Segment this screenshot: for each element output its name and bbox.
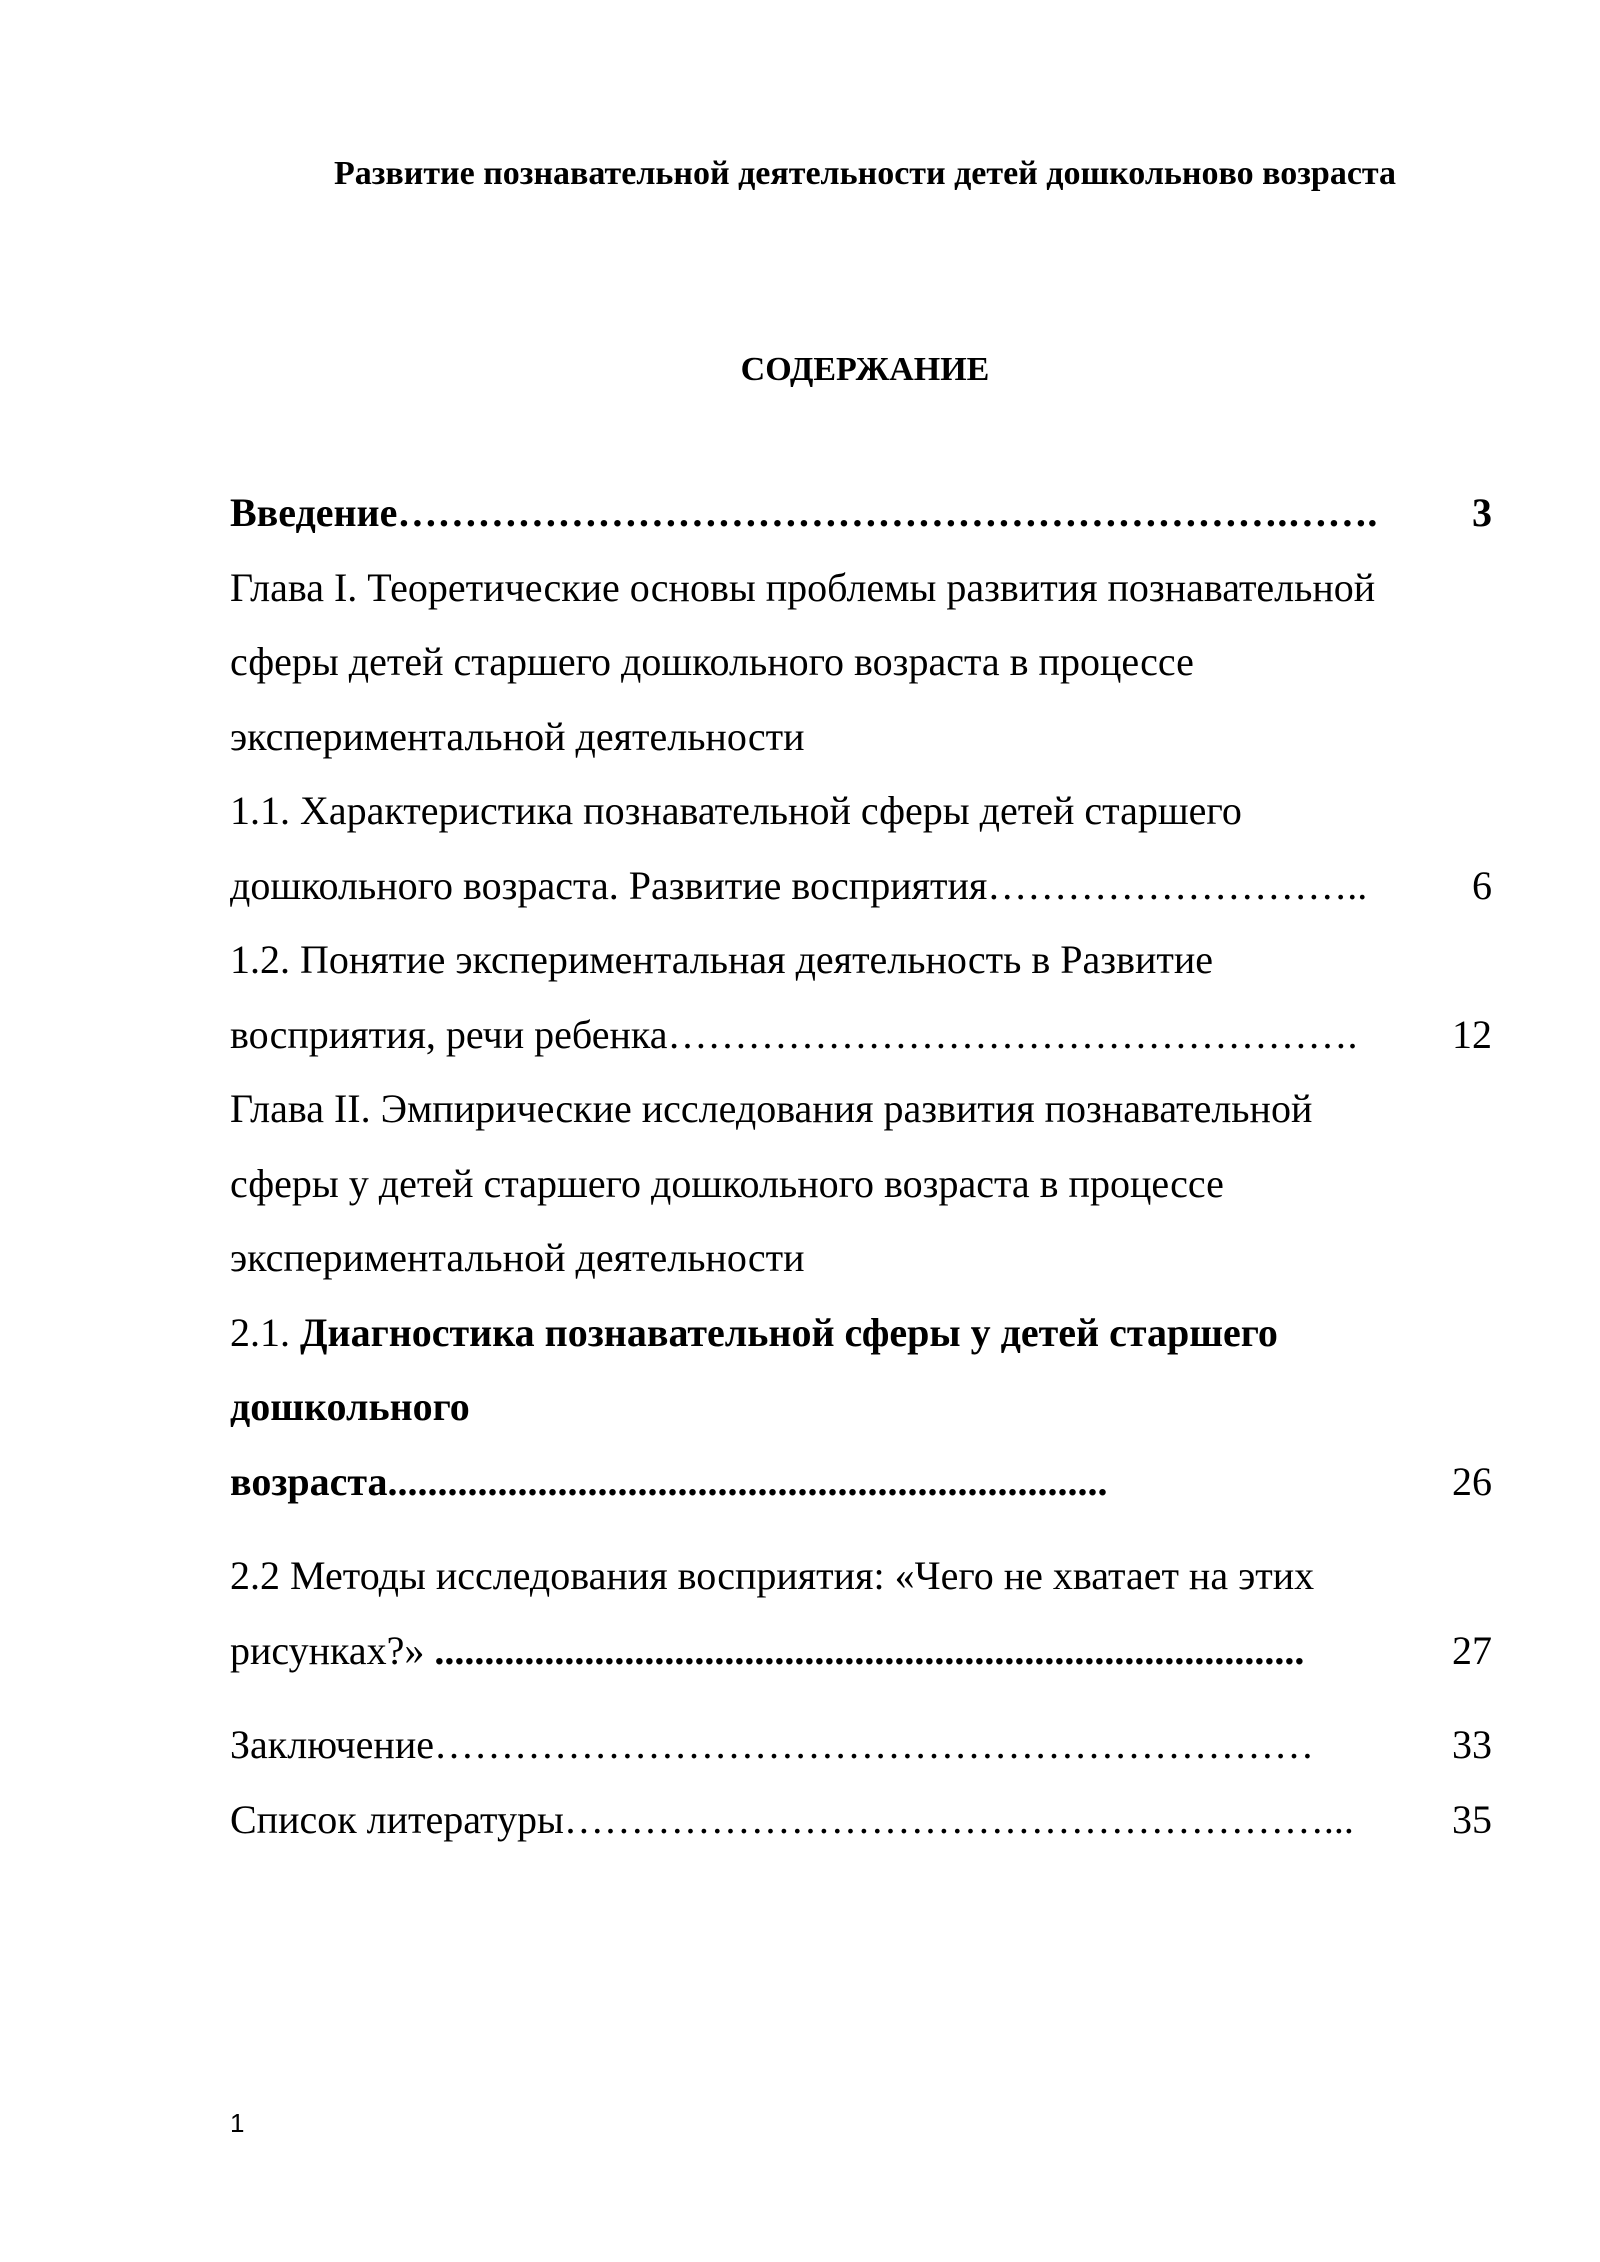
toc-leader: ........................................................................ — [387, 1458, 1108, 1504]
toc-entry-text: 1.1. Характеристика познавательной сферы детей старшего — [230, 788, 1242, 833]
toc-entry-last-line — [230, 998, 1492, 1073]
toc-entry-intro — [230, 476, 1492, 551]
page-number: 1 — [230, 2108, 245, 2138]
toc-entry-text: восприятия, речи ребенка — [230, 1011, 668, 1057]
toc-leader: ....................................................................................... — [434, 1627, 1305, 1673]
toc-leader: ……………………….. — [987, 862, 1368, 908]
toc-page-number: 12 — [1452, 1011, 1492, 1057]
toc-entry-text: Глава I. Теоретические основы проблемы развития познавательной — [230, 564, 1376, 610]
toc-entry-text: рисунках?» — [230, 1627, 435, 1673]
spacer — [230, 1688, 1492, 1708]
toc-entry-conclusion — [230, 1708, 1492, 1783]
toc-leader: ………………………………………………………… — [433, 1722, 1314, 1767]
toc-page-number: 35 — [1452, 1796, 1492, 1842]
toc-entry-text: 2.2 Методы исследования восприятия: «Чего не хватает на этих — [230, 1553, 1315, 1598]
toc-entry-last-line — [230, 1445, 1492, 1520]
toc-leader: ………………………………………………………….……. — [397, 490, 1378, 535]
toc-entry-references — [230, 1783, 1492, 1858]
toc-entry-section-2-2 — [230, 1539, 1492, 1688]
document-title: Развитие познавательной деятельности детей дошкольнoво возраста — [333, 155, 1397, 192]
toc-entry-text: возраста — [230, 1458, 388, 1504]
toc-page-number: 3 — [1472, 490, 1492, 535]
toc-entry-text: Заключение — [230, 1722, 434, 1767]
toc-entry-text: 1.2. Понятие экспериментальная деятельность в Развитие — [230, 937, 1214, 982]
table-of-contents — [230, 476, 1492, 1857]
toc-entry-text: Диагностика познавательной сферы у детей старшего — [300, 1309, 1278, 1355]
toc-page-number: 26 — [1452, 1458, 1492, 1504]
spacer — [230, 1519, 1492, 1539]
toc-entry-text: экспериментальной деятельности — [230, 1235, 805, 1280]
toc-entry-chapter-2 — [230, 1072, 1492, 1296]
toc-entry-chapter-1 — [230, 551, 1492, 775]
toc-entry-text: Список литературы — [230, 1796, 564, 1842]
toc-entry-line — [230, 1296, 1492, 1371]
toc-entry-section-2-1 — [230, 1296, 1492, 1520]
toc-entry-last-line — [230, 849, 1492, 924]
toc-entry-section-1-1 — [230, 774, 1492, 923]
toc-leader: …………………………………………………... — [563, 1796, 1354, 1842]
toc-heading: СОДЕРЖАНИЕ — [740, 351, 990, 388]
toc-entry-text: экспериментальной деятельности — [230, 713, 805, 759]
toc-entry-text: Глава II. Эмпирические исследования развития познавательной — [230, 1086, 1313, 1131]
toc-entry-text: дошкольного возраста. Развитие восприятия — [230, 862, 988, 908]
toc-entry-text: дошкольного — [230, 1384, 470, 1429]
toc-entry-last-line — [230, 1614, 1492, 1689]
toc-leader: ……………………………………………. — [667, 1011, 1358, 1057]
toc-entry-section-1-2 — [230, 923, 1492, 1072]
toc-page-number: 27 — [1452, 1627, 1492, 1673]
toc-entry-text: сферы детей старшего дошкольного возраста в процессе — [230, 639, 1194, 684]
toc-page-number: 33 — [1452, 1722, 1492, 1767]
toc-page-number: 6 — [1472, 862, 1492, 908]
toc-entry-text: Введение — [230, 490, 398, 535]
toc-entry-text: сферы у детей старшего дошкольного возраста в процессе — [230, 1160, 1224, 1206]
toc-section-number: 2.1. — [230, 1309, 300, 1355]
